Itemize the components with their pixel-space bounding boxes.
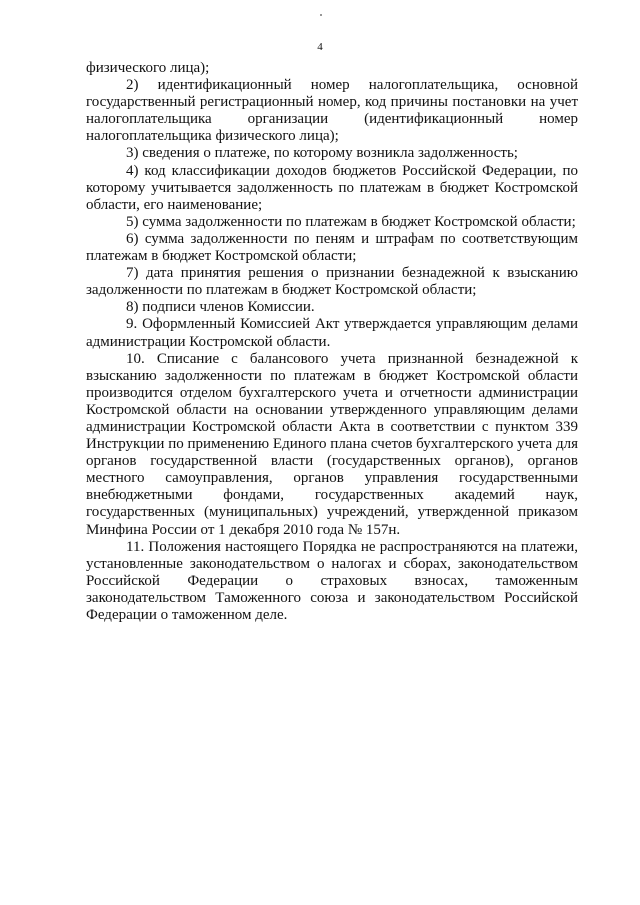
scan-speck — [320, 14, 322, 16]
paragraph-continuation: физического лица); — [86, 60, 210, 76]
paragraph-section-9: 9. Оформленный Комиссией Акт утверждается управляющим делами администрации Костромской области. — [86, 316, 578, 350]
paragraph-item-2: 2) идентификационный номер налогоплательщика, основной государственный регистрационный номер, код причины постановки на учет налогоплательщика организации (идентификационный номер налогоплательщика физического лица); — [86, 77, 578, 145]
page-number: 4 — [317, 41, 323, 53]
paragraph-item-4: 4) код классификации доходов бюджетов Российской Федерации, по которому учитывается задолженность по платежам в бюджет Костромской области, его наименование; — [86, 162, 578, 213]
paragraph-item-7: 7) дата принятия решения о признании безнадежной к взысканию задолженности по платежам в бюджет Костромской области; — [86, 265, 578, 299]
paragraph-item-3: 3) сведения о платеже, по которому возникла задолженность; — [126, 145, 518, 162]
paragraph-item-6: 6) сумма задолженности по пеням и штрафам по соответствующим платежам в бюджет Костромской области; — [86, 230, 578, 265]
paragraph-item-5: 5) сумма задолженности по платежам в бюджет Костромской области; — [126, 213, 576, 230]
paragraph-item-8: 8) подписи членов Комиссии. — [126, 299, 315, 316]
paragraph-section-11: 11. Положения настоящего Порядка не распространяются на платежи, установленные законодательством о налогах и сборах, законодательством Российской Федерации о страховых взносах, таможенным законодательством Таможенного союза и законодательством Российской Федерации о таможенном деле. — [86, 538, 578, 623]
document-body — [86, 60, 578, 624]
paragraph-section-10: 10. Списание с балансового учета признанной безнадежной к взысканию задолженности по платежам в бюджет Костромской области производится отделом бухгалтерского учета и отчетности администрации Костромской области на основании утвержденного управляющим делами администрации Костромской области Акта в соответствии с пунктом 339 Инструкции по применению Единого плана счетов бухгалтерского учета для органов государственной власти (государственных органов), органов местного самоуправления, органов управления государственными внебюджетными фондами, государственных академий наук, государственных (муниципальных) учреждений, утвержденной приказом Минфина России от 1 декабря 2010 года № 157н. — [86, 350, 578, 538]
